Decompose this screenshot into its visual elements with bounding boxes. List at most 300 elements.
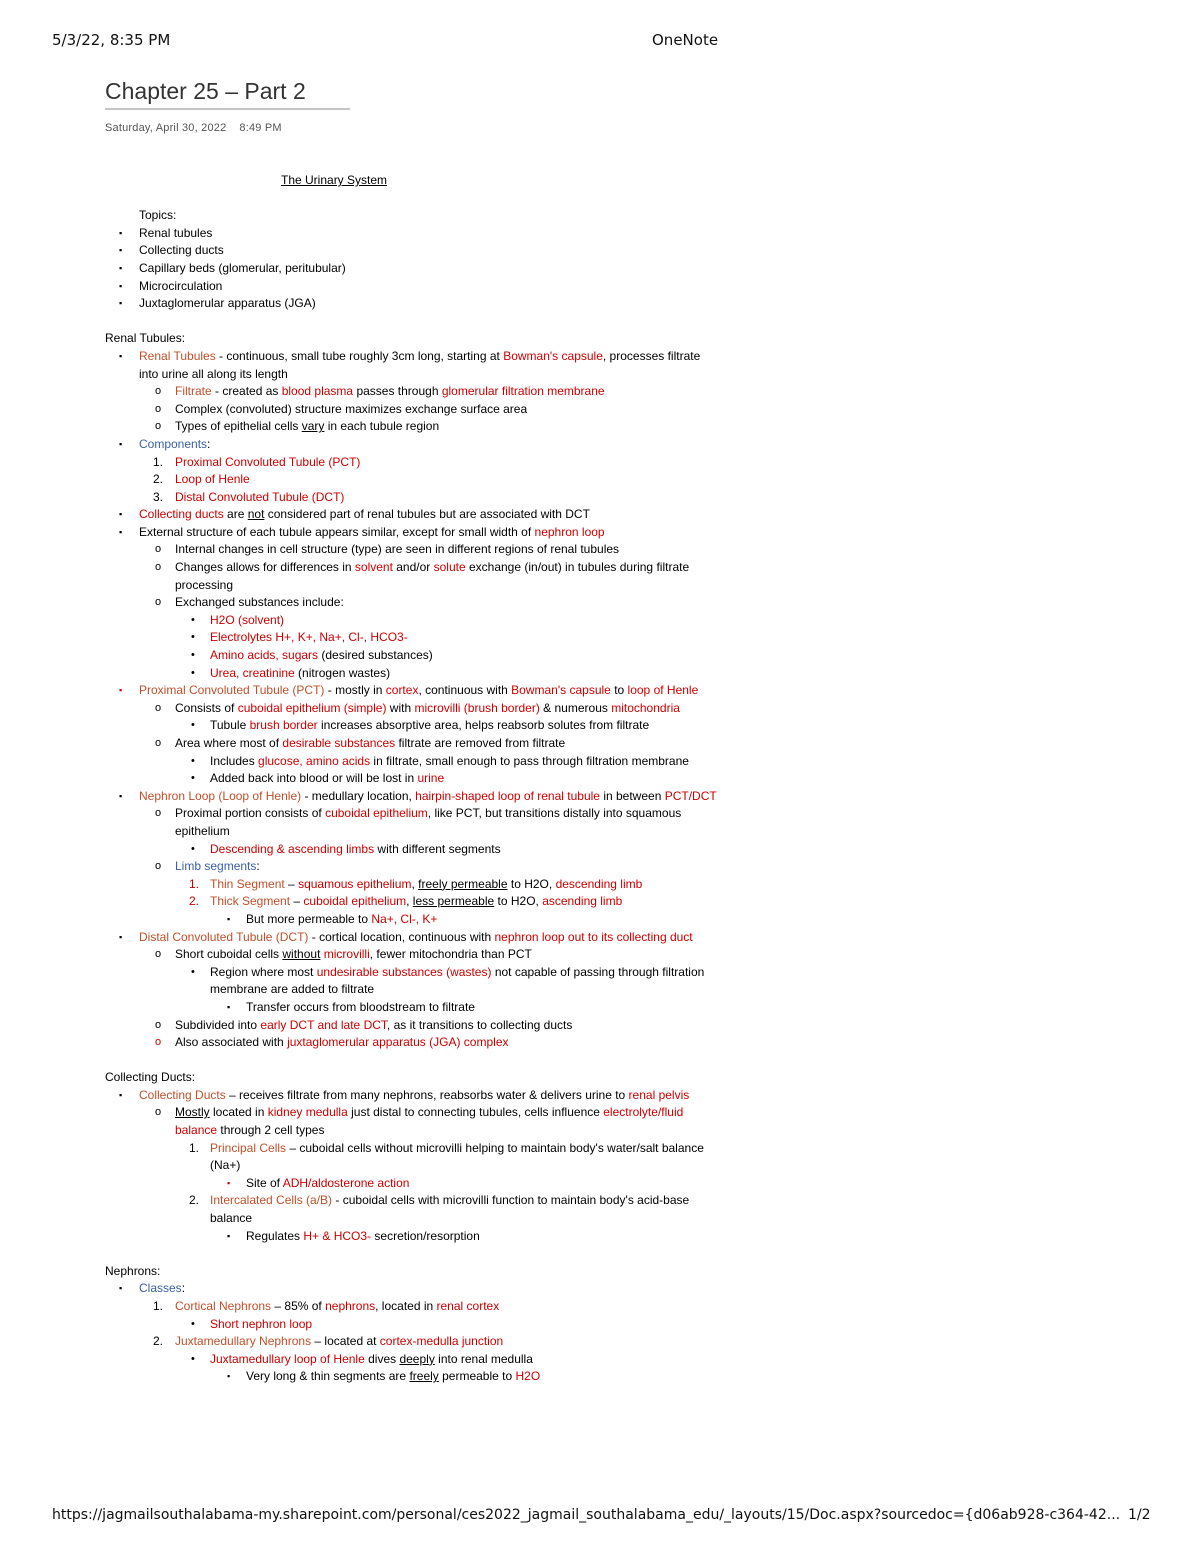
text-run: , continuous with [418, 683, 512, 698]
number-marker: 2. [189, 894, 200, 909]
line-text [210, 666, 390, 680]
line-text [139, 226, 212, 240]
outline-line [105, 190, 745, 208]
outline-line [105, 489, 717, 507]
text-run: Components [139, 436, 208, 451]
outline-line [105, 1333, 717, 1351]
outline-line [105, 841, 717, 859]
text-run: desirable substances [282, 736, 396, 750]
text-run: H2O (solvent) [210, 612, 285, 627]
text-run: Distal Convoluted Tubule (DCT) [139, 929, 309, 944]
text-run: through 2 cell types [217, 1123, 325, 1138]
square-bullet-icon: ▪ [119, 526, 123, 537]
text-run: dives [364, 1351, 400, 1366]
outline-line [105, 788, 717, 806]
text-run: into renal medulla [434, 1351, 533, 1366]
line-text [175, 859, 260, 873]
line-text [246, 1000, 475, 1014]
line-text [210, 1352, 533, 1366]
circle-bullet-icon: o [155, 385, 162, 398]
outline-line [105, 1192, 717, 1227]
line-text [210, 630, 408, 644]
text-run: Distal Convoluted Tubule (DCT) [175, 489, 345, 504]
outline-line [105, 260, 717, 278]
text-run: Thick Segment [210, 894, 291, 909]
text-run: with different segments [374, 841, 501, 856]
square-bullet-icon: ▪ [119, 509, 123, 520]
text-run: passes through [353, 384, 442, 399]
line-text [139, 525, 605, 539]
text-run: less permeable [412, 894, 495, 909]
outline-line [105, 1140, 717, 1175]
line-text [139, 437, 210, 451]
print-header-datetime: 5/3/22, 8:35 PM [52, 31, 171, 49]
outline-line [105, 242, 717, 260]
text-run: - mostly in [324, 683, 386, 698]
square-bullet-icon: ▪ [119, 1283, 123, 1294]
text-run: juxtaglomerular apparatus (JGA) complex [287, 1035, 509, 1050]
line-text [139, 930, 693, 944]
outline-line [105, 999, 717, 1017]
dot-bullet-icon: • [191, 719, 195, 732]
text-run: (desired substances) [318, 648, 433, 663]
circle-bullet-icon: o [155, 948, 162, 961]
text-run: Collecting ducts [139, 243, 224, 258]
circle-bullet-icon: o [155, 420, 162, 433]
dot-bullet-icon: • [191, 842, 195, 855]
text-run: considered part of renal tubules but are associated with DCT [264, 507, 590, 522]
line-text [210, 771, 444, 785]
text-run: brush border [249, 718, 318, 733]
outline-line [105, 454, 717, 472]
line-text [139, 683, 698, 697]
outline-line [105, 1087, 717, 1105]
text-run: renal pelvis [628, 1087, 690, 1102]
dot-bullet-icon: • [191, 613, 195, 626]
line-text [210, 1141, 704, 1173]
outline-line [105, 348, 717, 383]
text-run: descending limb [555, 876, 643, 891]
text-run: Short cuboidal cells [175, 947, 283, 962]
outline-line [105, 753, 717, 771]
text-run: kidney medulla [267, 1105, 348, 1120]
square-bullet-icon: ▪ [119, 298, 123, 309]
text-run: undesirable substances (wastes) [316, 964, 492, 979]
text-run: microvilli (brush border) [414, 700, 540, 715]
square-bullet-icon: ▪ [119, 931, 123, 942]
text-run: Collecting Ducts: [105, 1070, 196, 1085]
text-run: – 85% of [271, 1299, 326, 1313]
line-text [139, 1088, 689, 1102]
text-run: (nitrogen wastes) [294, 665, 391, 680]
line-text [175, 560, 689, 592]
outline-line [105, 946, 717, 964]
outline-line [105, 929, 717, 947]
dot-bullet-icon: • [191, 631, 195, 644]
text-run: cuboidal epithelium [303, 894, 407, 909]
line-text [210, 1193, 689, 1225]
outline-line [105, 559, 717, 594]
outline-line [105, 278, 717, 296]
outline-line [105, 594, 717, 612]
line-text [246, 1229, 480, 1243]
text-run: PCT/DCT [664, 788, 717, 803]
square-bullet-icon: ▪ [119, 790, 123, 801]
text-run: Consists of [175, 700, 238, 715]
text-run: Added back into blood or will be lost in [210, 771, 418, 786]
text-run: The Urinary System [281, 173, 388, 187]
line-text [175, 542, 619, 556]
line-text [175, 419, 439, 433]
text-run: Site of [246, 1175, 283, 1190]
text-run: to [610, 683, 628, 698]
text-run: nephrons [325, 1299, 376, 1313]
text-run: electrolyte/fluid balance [175, 1105, 684, 1138]
dot-bullet-icon: • [191, 772, 195, 785]
text-run: Electrolytes H+, K+, Na+, Cl-, HCO3- [210, 630, 408, 645]
text-run: not [247, 507, 265, 522]
circle-bullet-icon: o [155, 1018, 162, 1031]
print-footer-page-count: 1/2 [1128, 1507, 1151, 1523]
text-run: urine [417, 771, 445, 786]
text-run: & numerous [539, 700, 612, 715]
square-bullet-icon: ▪ [119, 227, 123, 238]
outline-line [105, 401, 717, 419]
text-run: Bowman's capsule [503, 348, 603, 363]
print-footer-url: https://jagmailsouthalabama-my.sharepoint.com/personal/ces2022_jagmail_southalabama_edu/_layouts/15/Doc.aspx?sourcedoc={d06ab928-c364-42... [52, 1507, 1121, 1523]
outline-line [105, 717, 717, 735]
text-run: cuboidal epithelium [325, 806, 428, 821]
text-run: Na+, Cl-, K+ [371, 911, 438, 926]
circle-bullet-icon: o [155, 596, 162, 609]
dot-bullet-icon: • [191, 666, 195, 679]
text-run: - cortical location, continuous with [308, 929, 495, 944]
line-text [139, 507, 590, 521]
line-text [175, 402, 527, 416]
outline-line [105, 1034, 717, 1052]
text-run: loop of Henle [627, 683, 699, 698]
line-text [139, 261, 346, 275]
text-run: cortex-medulla junction [379, 1334, 504, 1349]
square-bullet-icon: ▪ [227, 1001, 231, 1012]
outline-line [105, 1368, 717, 1386]
outline-line [105, 911, 717, 929]
text-run: – cuboidal cells without microvilli helping to maintain body's water/salt balance (Na+) [210, 1140, 704, 1173]
outline-line [105, 700, 717, 718]
title-underline [105, 108, 350, 110]
text-run: Principal Cells [210, 1140, 287, 1155]
outline-line [105, 471, 717, 489]
text-run: Filtrate [175, 384, 212, 399]
text-run: deeply [399, 1351, 435, 1366]
text-run: Complex (convoluted) structure maximizes exchange surface area [175, 401, 528, 416]
text-run: blood plasma [281, 384, 354, 399]
line-text [210, 718, 649, 732]
text-run: Tubule [210, 718, 250, 733]
text-run: to H2O, [494, 894, 543, 909]
text-run: Loop of Henle [175, 472, 250, 487]
text-run: are [223, 507, 248, 522]
number-marker: 2. [189, 1193, 200, 1208]
text-run: cuboidal epithelium (simple) [237, 700, 387, 715]
text-run: – located at [311, 1334, 380, 1349]
dot-bullet-icon: • [191, 965, 195, 978]
outline-line [105, 313, 745, 331]
text-run: , fewer mitochondria than PCT [369, 947, 532, 962]
line-text [175, 384, 605, 398]
text-run: Intercalated Cells (a/B) [210, 1193, 333, 1208]
outline-line [105, 541, 717, 559]
text-run: solute [433, 560, 466, 575]
outline-line [105, 1316, 717, 1334]
line-text [175, 490, 344, 504]
page-title[interactable]: Chapter 25 – Part 2 [105, 78, 306, 104]
line-text [175, 595, 344, 609]
line-text [175, 947, 532, 961]
circle-bullet-icon: o [155, 701, 162, 714]
square-bullet-icon: ▪ [119, 262, 123, 273]
text-run: Thin Segment [210, 876, 285, 891]
text-run: cortex [385, 683, 419, 698]
text-run: Mostly [175, 1105, 210, 1120]
text-run: : [207, 436, 211, 451]
line-text [139, 349, 700, 381]
text-run: – [290, 894, 304, 909]
text-run: Collecting Ducts [139, 1087, 226, 1102]
dot-bullet-icon: • [191, 649, 195, 662]
line-text [210, 842, 501, 856]
text-run: Internal changes in cell structure (type) are seen in different regions of renal tubules [175, 542, 620, 557]
text-run: Types of epithelial cells [175, 419, 302, 434]
text-run: ascending limb [542, 894, 623, 909]
line-text [210, 648, 433, 662]
line-text [139, 296, 316, 310]
circle-bullet-icon: o [155, 1106, 162, 1119]
text-run: Proximal Convoluted Tubule (PCT) [175, 454, 361, 469]
text-run: Changes allows for differences in [175, 560, 355, 575]
text-run: Renal Tubules: [105, 331, 186, 346]
text-run: Microcirculation [139, 278, 223, 293]
square-bullet-icon: ▪ [119, 438, 123, 449]
outline-line [105, 770, 717, 788]
square-bullet-icon: ▪ [227, 913, 231, 924]
text-run: Area where most of [175, 736, 283, 750]
square-bullet-icon: ▪ [119, 685, 123, 696]
text-run: Urea, creatinine [210, 665, 295, 680]
outline-line [105, 1280, 717, 1298]
text-run: in each tubule region [324, 419, 440, 434]
line-text [105, 1070, 195, 1084]
text-run: H2O [515, 1369, 541, 1384]
square-bullet-icon: ▪ [119, 245, 123, 256]
text-run: nephron loop out to its collecting duct [494, 929, 693, 944]
outline-line [105, 1263, 745, 1281]
number-marker: 2. [153, 472, 164, 487]
line-text [175, 1018, 572, 1032]
line-text [175, 472, 250, 486]
line-text [175, 1334, 503, 1348]
outline-line [105, 383, 717, 401]
line-text [246, 1369, 540, 1383]
square-bullet-icon: ▪ [119, 280, 123, 291]
outline-line [105, 506, 717, 524]
line-text [210, 613, 284, 627]
line-text [175, 806, 681, 838]
note-content[interactable] [105, 172, 745, 1386]
text-run: exchange (in/out) in tubules during filtrate processing [175, 560, 690, 592]
line-text [246, 1176, 409, 1190]
number-marker: 1. [153, 454, 164, 469]
outline-line [105, 876, 717, 894]
line-text [246, 912, 437, 926]
line-text [175, 1299, 499, 1313]
line-text [210, 894, 622, 908]
text-run: Renal Tubules [139, 348, 216, 363]
text-run: – [284, 876, 299, 891]
dot-bullet-icon: • [191, 754, 195, 767]
line-text [139, 789, 717, 803]
outline-line [105, 295, 717, 313]
outline-line [105, 172, 745, 190]
text-run: , [411, 876, 419, 891]
circle-bullet-icon: o [155, 1036, 162, 1049]
line-text [139, 279, 222, 293]
text-run: Nephron Loop (Loop of Henle) [139, 788, 302, 803]
line-text [175, 455, 360, 469]
text-run: , [406, 894, 413, 909]
text-run: ADH/aldosterone action [282, 1175, 410, 1190]
dot-bullet-icon: • [191, 1352, 195, 1365]
outline-line [105, 1175, 717, 1193]
outline-line [105, 225, 717, 243]
text-run: and/or [392, 560, 434, 575]
outline-line [105, 665, 717, 683]
text-run: - medullary location, [301, 788, 416, 803]
line-text [175, 701, 680, 715]
line-text [139, 243, 224, 257]
text-run: But more permeable to [246, 911, 372, 926]
text-run: , as it transitions to collecting ducts [386, 1017, 573, 1032]
text-run: microvilli [323, 947, 370, 962]
text-run: Nephrons: [105, 1263, 161, 1278]
line-text [139, 1281, 185, 1295]
text-run: Juxtamedullary loop of Henle [210, 1351, 365, 1366]
number-marker: 1. [189, 1140, 200, 1155]
line-text [210, 877, 642, 891]
text-run: in between [599, 788, 665, 803]
circle-bullet-icon: o [155, 561, 162, 574]
text-run: Transfer occurs from bloodstream to filtrate [246, 999, 475, 1014]
outline-line [105, 1228, 717, 1246]
number-marker: 1. [189, 876, 200, 891]
text-run: - continuous, small tube roughly 3cm long, starting at [215, 348, 504, 363]
text-run: Proximal portion consists of [175, 806, 326, 821]
text-run: - created as [211, 384, 282, 399]
text-run: just distal to connecting tubules, cells influence [347, 1105, 604, 1120]
circle-bullet-icon: o [155, 543, 162, 556]
outline-line [105, 1017, 717, 1035]
text-run: Also associated with [175, 1035, 288, 1050]
text-run: External structure of each tubule appears similar, except for small width of [139, 524, 535, 539]
text-run: Renal tubules [139, 225, 213, 240]
square-bullet-icon: ▪ [227, 1371, 231, 1382]
outline-line [105, 893, 717, 911]
page-date: Saturday, April 30, 2022 8:49 PM [105, 122, 282, 134]
text-run: nephron loop [534, 524, 605, 539]
number-marker: 2. [153, 1334, 164, 1349]
line-text [175, 736, 565, 750]
line-text [281, 173, 387, 187]
text-run: : [256, 859, 260, 874]
outline-line [105, 858, 717, 876]
text-run: glucose, amino acids [258, 753, 371, 768]
text-run: solvent [354, 560, 393, 575]
line-text [105, 1246, 108, 1260]
text-run: early DCT and late DCT [260, 1017, 387, 1032]
outline-line [105, 1052, 745, 1070]
outline-line [105, 735, 717, 753]
text-run: Limb segments [175, 859, 257, 874]
text-run: Collecting ducts [139, 507, 224, 522]
text-run: hairpin-shaped loop of renal tubule [415, 788, 600, 803]
text-run: to H2O, [507, 876, 556, 891]
outline-line [105, 436, 717, 454]
dot-bullet-icon: • [191, 1317, 195, 1330]
text-run: Bowman's capsule [511, 683, 611, 698]
number-marker: 1. [153, 1299, 164, 1313]
text-run: Subdivided into [175, 1017, 261, 1032]
text-run: Descending & ascending limbs [210, 841, 375, 856]
square-bullet-icon: ▪ [227, 1177, 231, 1188]
text-run: Juxtaglomerular apparatus (JGA) [139, 296, 316, 311]
line-text [175, 1105, 683, 1137]
text-run: mitochondria [611, 700, 680, 715]
text-run: freely permeable [418, 876, 508, 891]
text-run: – receives filtrate from many nephrons, reabsorbs water & delivers urine to [225, 1087, 629, 1102]
text-run: increases absorptive area, helps reabsorb solutes from filtrate [317, 718, 650, 733]
text-run: filtrate are removed from filtrate [395, 736, 566, 750]
circle-bullet-icon: o [155, 807, 162, 820]
text-run: , processes filtrate into urine all along its length [139, 348, 701, 381]
line-text [105, 191, 108, 205]
line-text [210, 1317, 312, 1331]
text-run: Exchanged substances include: [175, 595, 344, 610]
square-bullet-icon: ▪ [227, 1230, 231, 1241]
text-run: , like PCT, but transitions distally into squamous epithelium [175, 806, 682, 838]
text-run: Includes [210, 753, 259, 768]
text-run: freely [409, 1369, 439, 1384]
text-run: in filtrate, small enough to pass through filtration membrane [370, 753, 689, 768]
text-run: Regulates [246, 1228, 304, 1243]
circle-bullet-icon: o [155, 402, 162, 415]
outline-line [105, 1245, 745, 1263]
line-text [105, 1264, 160, 1278]
outline-line [105, 964, 717, 999]
outline-line [105, 1069, 745, 1087]
text-run: Juxtamedullary Nephrons [175, 1334, 312, 1349]
text-run: Amino acids, sugars [210, 648, 319, 663]
text-run: Classes [139, 1281, 182, 1296]
line-text [105, 314, 108, 328]
outline-line [105, 418, 717, 436]
square-bullet-icon: ▪ [119, 1089, 123, 1100]
text-run: located in [209, 1105, 268, 1120]
line-text [210, 754, 689, 768]
text-run: Proximal Convoluted Tubule (PCT) [139, 683, 325, 698]
text-run: renal cortex [436, 1299, 500, 1313]
outline-line [105, 647, 717, 665]
line-text [210, 965, 704, 997]
